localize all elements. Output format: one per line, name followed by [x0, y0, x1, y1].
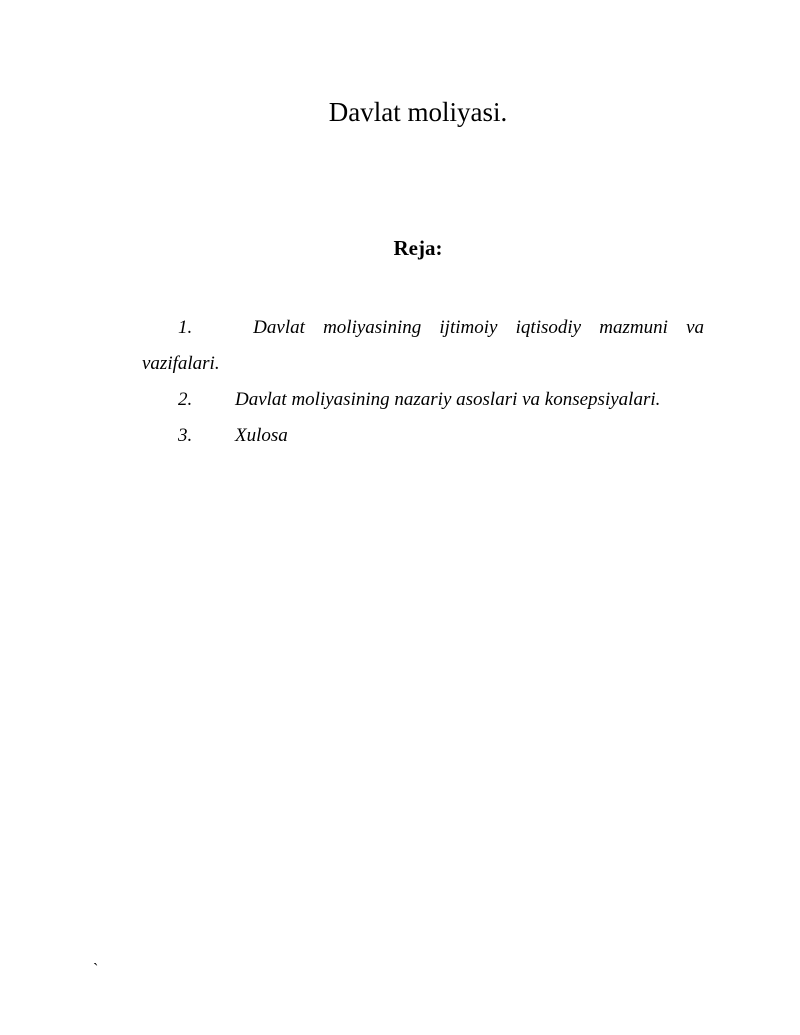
plan-item-1-word: va — [686, 317, 704, 338]
plan-list — [142, 310, 704, 454]
plan-item-1-word: ijtimoiy — [439, 317, 498, 338]
plan-item-2-text: Davlat moliyasining nazariy asoslari va konsepsiyalari. — [235, 389, 661, 410]
plan-item-3-number: 3. — [178, 425, 193, 446]
plan-item-1-number: 1. — [178, 317, 193, 338]
plan-item-1-word: iqtisodiy — [515, 317, 582, 338]
plan-item-1-word: Davlat — [253, 317, 305, 338]
plan-heading: Reja: — [393, 236, 443, 260]
plan-item-2 — [142, 382, 704, 418]
plan-item-1-word: moliyasining — [323, 317, 422, 338]
plan-item-3-line — [142, 418, 704, 454]
plan-item-1-continuation: vazifalari. — [142, 353, 220, 374]
plan-item-1-line — [142, 310, 704, 346]
footer-mark: ` — [93, 961, 99, 978]
document-title: Davlat moliyasi. — [328, 97, 508, 127]
plan-item-3-text: Xulosa — [235, 425, 288, 446]
plan-item-2-line — [142, 382, 704, 418]
plan-item-1 — [142, 310, 704, 382]
plan-item-1-word: mazmuni — [599, 317, 668, 338]
plan-item-2-number: 2. — [178, 389, 193, 410]
plan-item-3 — [142, 418, 704, 454]
